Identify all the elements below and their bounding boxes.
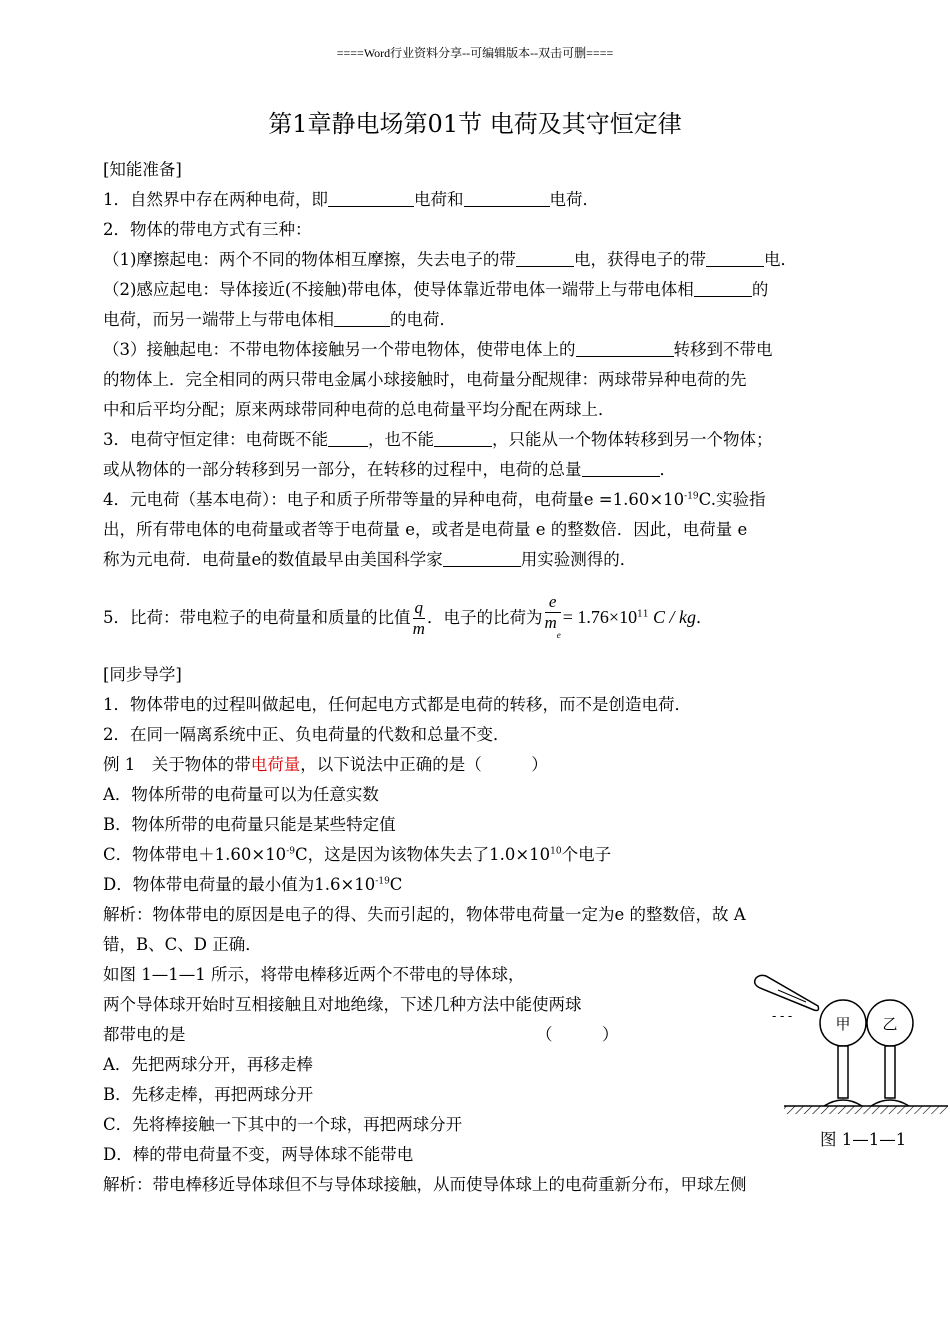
option-c: C．先将棒接触一下其中的一个球，再把两球分开 bbox=[103, 1115, 463, 1134]
option-b: B．物体所带的电荷量只能是某些特定值 bbox=[103, 815, 396, 834]
analysis-line: 错，B、C、D 正确． bbox=[103, 935, 262, 954]
fill-blank[interactable] bbox=[464, 191, 550, 207]
option-a: A．先把两球分开，再移走棒 bbox=[103, 1055, 313, 1074]
paragraph-line: （1)摩擦起电：两个不同的物体相互摩擦，失去电子的带 电，获得电子的带 电． bbox=[103, 250, 797, 269]
answer-paren: （ ） bbox=[536, 1025, 619, 1044]
paragraph-line: 2．在同一隔离系统中正、负电荷量的代数和总量不变． bbox=[103, 725, 510, 744]
fill-blank[interactable] bbox=[576, 341, 674, 357]
analysis-line: 解析：物体带电的原因是电子的得、失而引起的，物体带电荷量一定为e 的整数倍，故 A bbox=[103, 905, 746, 924]
fill-blank[interactable] bbox=[516, 251, 574, 267]
formula-line: 5．比荷：带电粒子的电荷量和质量的比值 $\frac{q}{m}$ ．电子的比荷为 $\frac{e}{m_e}$ = $1.76\times 10^{11}$ C / kg． bbox=[103, 592, 713, 645]
section-heading: [同步导学] bbox=[103, 665, 182, 684]
question-line: 都带电的是 bbox=[103, 1025, 186, 1044]
hyperlink-term[interactable]: 电荷量 bbox=[250, 755, 301, 774]
paragraph-line: 的物体上．完全相同的两只带电金属小球接触时，电荷量分配规律：两球带异种电荷的先 bbox=[103, 370, 747, 389]
fill-blank[interactable] bbox=[694, 281, 752, 297]
fill-blank[interactable] bbox=[328, 191, 414, 207]
figure-charged-rod-spheres bbox=[748, 966, 948, 1126]
option-b: B．先移走棒，再把两球分开 bbox=[103, 1085, 314, 1104]
negative-charges: - - - bbox=[772, 1008, 793, 1023]
paragraph-line: 3．电荷守恒定律：电荷既不能 ，也不能 ，只能从一个物体转移到另一个物体； bbox=[103, 430, 773, 449]
paragraph-line: 中和后平均分配；原来两球带同种电荷的总电荷量平均分配在两球上． bbox=[103, 400, 615, 419]
paragraph-line: 1．物体带电的过程叫做起电，任何起电方式都是电荷的转移，而不是创造电荷． bbox=[103, 695, 691, 714]
charged-rod bbox=[755, 975, 819, 1010]
question-line: 两个导体球开始时互相接触且对地绝缘，下述几种方法中能使两球 bbox=[103, 995, 582, 1014]
section-heading: [知能准备] bbox=[103, 160, 182, 179]
paragraph-line: 电荷，而另一端带上与带电体相 的电荷． bbox=[103, 310, 456, 329]
sphere-jia bbox=[820, 1000, 866, 1106]
sphere-yi bbox=[867, 1000, 913, 1106]
paragraph-line: 称为元电荷．电荷量e的数值最早由美国科学家 用实验测得的． bbox=[103, 550, 637, 569]
page-header: ====Word行业资料分享--可编辑版本--双击可删==== bbox=[336, 46, 614, 60]
fill-blank[interactable] bbox=[582, 461, 660, 477]
option-d: D．棒的带电荷量不变，两导体球不能带电 bbox=[103, 1145, 414, 1164]
figure-caption: 图 1—1—1 bbox=[820, 1130, 907, 1149]
fraction-e-over-me: $\frac{e}{m_e}$ bbox=[544, 592, 561, 640]
paragraph-line: 2．物体的带电方式有三种： bbox=[103, 220, 312, 239]
fill-blank[interactable] bbox=[434, 431, 492, 447]
ground bbox=[784, 1106, 948, 1114]
example-question: 例 1 关于物体的带电荷量，以下说法中正确的是（ ） bbox=[103, 755, 548, 774]
sphere-label-jia: 甲 bbox=[835, 1015, 851, 1033]
option-d: D．物体带电荷量的最小值为$1.6\times 10^{-19}C$ bbox=[103, 875, 403, 894]
paragraph-line: 1．自然界中存在两种电荷，即 电荷和 电荷． bbox=[103, 190, 599, 209]
fill-blank[interactable] bbox=[328, 431, 368, 447]
paragraph-line: 4．元电荷（基本电荷）：电子和质子所带等量的异种电荷，电荷量$e =1.60\times 10^{-19}C$.实验指 bbox=[103, 490, 766, 509]
option-a: A．物体所带的电荷量可以为任意实数 bbox=[103, 785, 379, 804]
sphere-label-yi: 乙 bbox=[882, 1015, 898, 1033]
paragraph-line: （3）接触起电：不带电物体接触另一个带电物体，使带电体上的 转移到不带电 bbox=[103, 340, 773, 359]
paragraph-line: （2)感应起电：导体接近(不接触)带电体，使导体靠近带电体一端带上与带电体相 的 bbox=[103, 280, 769, 299]
page-title: 第1章静电场第01节 电荷及其守恒定律 bbox=[268, 110, 682, 138]
paragraph-line: 出，所有带电体的电荷量或者等于电荷量 e，或者是电荷量 e 的整数倍．因此，电荷量 e bbox=[103, 520, 748, 539]
fill-blank[interactable] bbox=[443, 551, 521, 567]
fill-blank[interactable] bbox=[706, 251, 764, 267]
fill-blank[interactable] bbox=[334, 311, 390, 327]
fraction-q-over-m: $\frac{q}{m}$ bbox=[412, 598, 425, 638]
paragraph-line: 或从物体的一部分转移到另一部分，在转移的过程中，电荷的总量 ． bbox=[103, 460, 676, 479]
question-line: 如图 1—1—1 所示，将带电棒移近两个不带电的导体球， bbox=[103, 965, 525, 984]
analysis-line: 解析：带电棒移近导体球但不与导体球接触，从而使导体球上的电荷重新分布，甲球左侧 bbox=[103, 1175, 747, 1194]
option-c: C．物体带电$+1.60\times 10^{-9}C$，这是因为该物体失去了$1.0\times 10^{10}$个电子 bbox=[103, 845, 612, 864]
